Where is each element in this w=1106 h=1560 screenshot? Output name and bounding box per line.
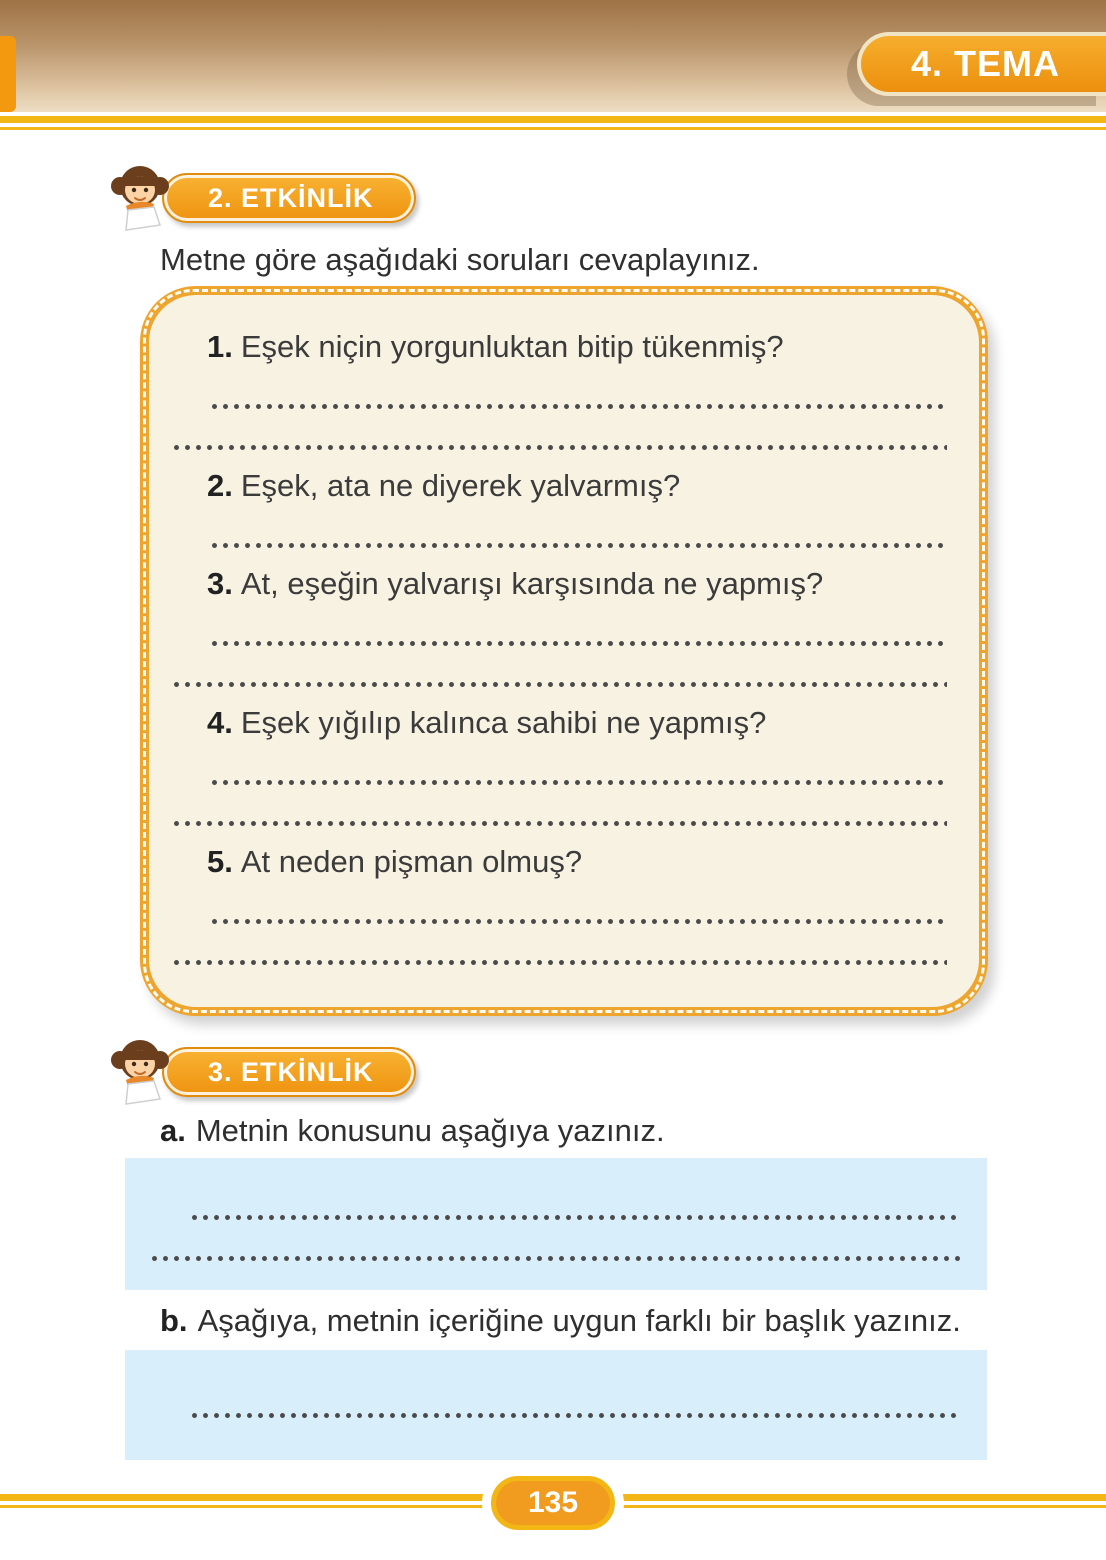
question-number: 4. — [207, 705, 233, 740]
question-text: Eşek yığılıp kalınca sahibi ne yapmış? — [240, 705, 767, 740]
question-number: 1. — [207, 329, 233, 364]
question-1 — [207, 325, 947, 451]
question-3 — [207, 562, 947, 688]
tema-badge — [857, 32, 1106, 96]
question-number: 5. — [207, 844, 233, 879]
answer-line — [171, 410, 947, 451]
item-b-letter: b. — [160, 1303, 188, 1338]
item-b-text: Aşağıya, metnin içeriğine uygun farklı bir başlık yazınız. — [197, 1303, 961, 1338]
question-text: Eşek niçin yorgunluktan bitip tükenmiş? — [240, 329, 784, 364]
page-number: 135 — [527, 1486, 579, 1519]
question-2 — [207, 464, 947, 549]
question-text-row — [207, 325, 947, 369]
answer-box-a — [125, 1158, 987, 1290]
item-a-text: Metnin konusunu aşağıya yazınız. — [195, 1113, 665, 1148]
answer-line — [209, 745, 947, 786]
question-text-row — [207, 840, 947, 884]
answer-line — [189, 1180, 961, 1221]
activity2-instruction: Metne göre aşağıdaki soruları cevaplayınız. — [160, 242, 760, 277]
activity3-badge-label: 3. ETKİNLİK — [208, 1056, 374, 1087]
girl-mascot-icon — [98, 156, 182, 240]
top-divider — [0, 116, 1106, 130]
tema-badge-label: 4. TEMA — [910, 43, 1060, 84]
answer-line — [209, 884, 947, 925]
activity2-header — [98, 156, 416, 240]
item-a-row — [160, 1113, 665, 1149]
question-number: 2. — [207, 468, 233, 503]
question-number: 3. — [207, 566, 233, 601]
answer-line — [171, 786, 947, 827]
answer-line — [209, 508, 947, 549]
question-text: Eşek, ata ne diyerek yalvarmış? — [240, 468, 681, 503]
questions-box-inner — [149, 295, 979, 1007]
answer-line — [189, 1378, 961, 1419]
answer-line — [171, 925, 947, 966]
question-text: At, eşeğin yalvarışı karşısında ne yapmış? — [240, 566, 824, 601]
divider-thick-line — [0, 116, 1106, 123]
question-text-row — [207, 464, 947, 508]
answer-line — [171, 647, 947, 688]
question-5 — [207, 840, 947, 966]
page-number-badge — [491, 1476, 615, 1530]
girl-mascot-icon — [98, 1030, 182, 1114]
activity3-badge — [162, 1047, 416, 1097]
activity3-header — [98, 1030, 416, 1114]
question-4 — [207, 701, 947, 827]
activity2-badge — [162, 173, 416, 223]
answer-line — [209, 369, 947, 410]
item-a-letter: a. — [160, 1113, 186, 1148]
question-text-row — [207, 701, 947, 745]
corner-accent — [0, 36, 16, 112]
item-b-row — [160, 1303, 961, 1339]
question-text-row — [207, 562, 947, 606]
answer-box-b — [125, 1350, 987, 1460]
question-text: At neden pişman olmuş? — [240, 844, 583, 879]
questions-box — [140, 286, 988, 1016]
answer-line — [149, 1221, 961, 1262]
answer-line — [209, 606, 947, 647]
activity2-badge-label: 2. ETKİNLİK — [208, 182, 374, 213]
divider-thin-line — [0, 127, 1106, 130]
